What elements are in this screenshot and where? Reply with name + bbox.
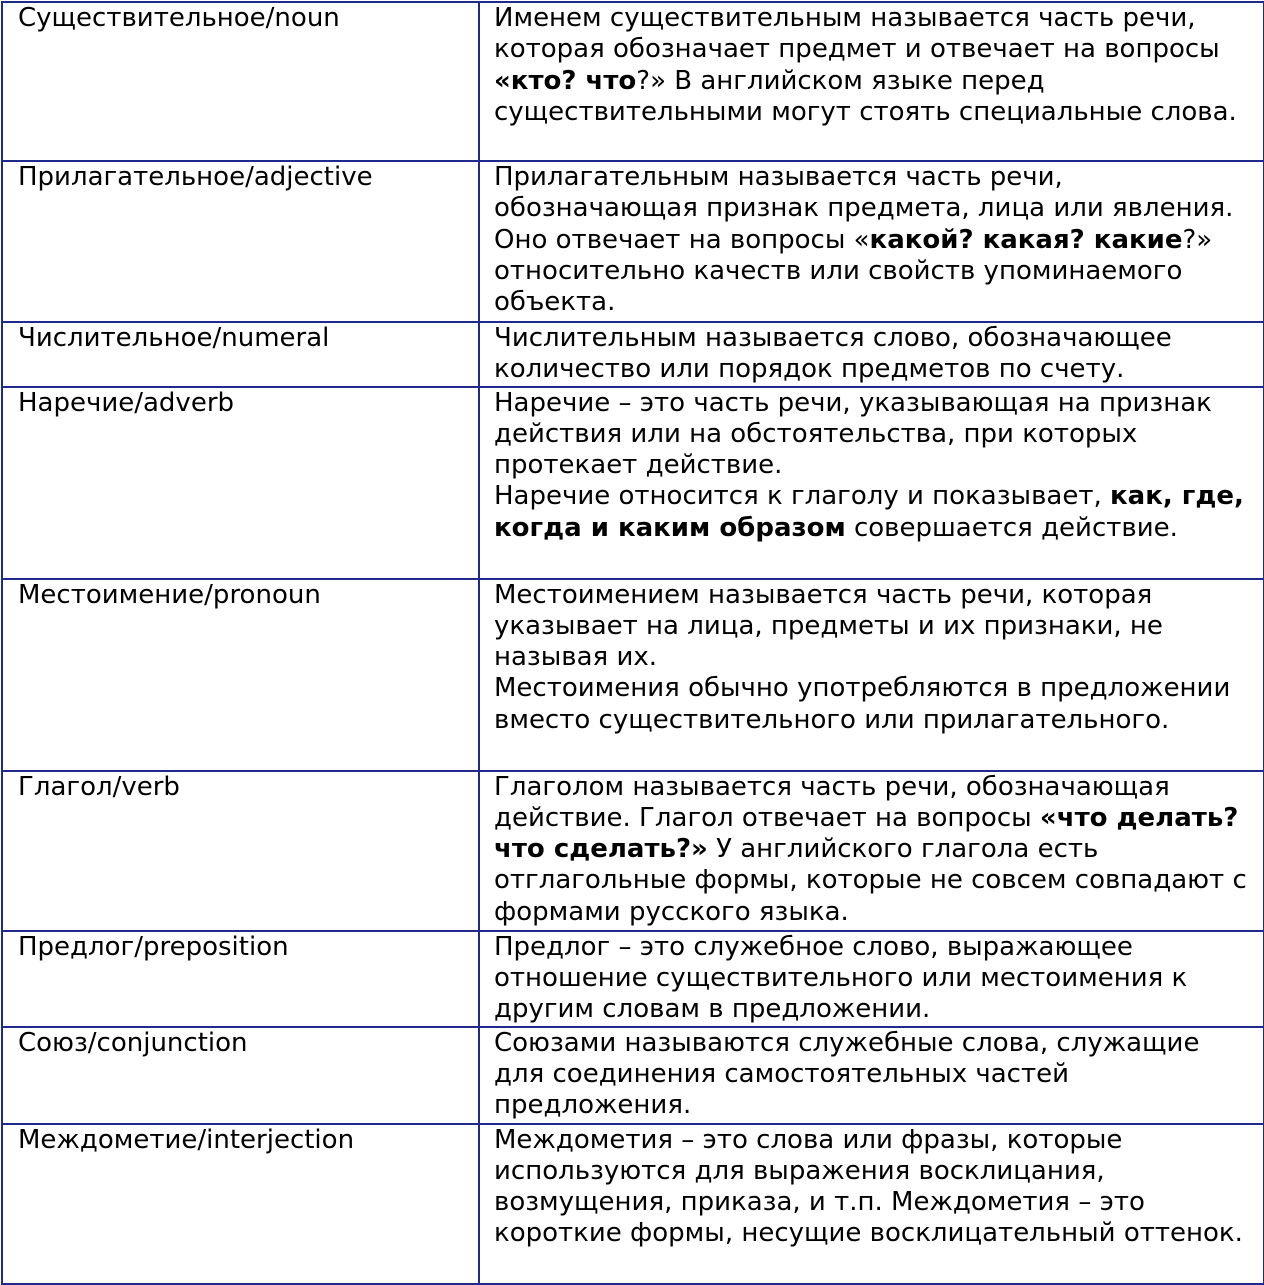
term-cell <box>2 771 479 931</box>
definition-text: Именем существительным называется часть речи, которая обозначает предмет и отвечает на вопросы <box>494 3 1220 65</box>
definition-text: Наречие – это часть речи, указывающая на признак действия или на обстоятельства, при которых протекает действие. <box>494 387 1212 481</box>
table-row <box>2 387 1264 579</box>
term-label: Глагол/verb <box>18 771 180 802</box>
definition-paragraph <box>494 580 1253 674</box>
term-cell <box>2 322 479 387</box>
definition-emphasis: «что делать? что сделать?» <box>494 802 1239 865</box>
definition-cell <box>479 931 1264 1027</box>
table-row <box>2 1124 1264 1284</box>
definition-cell <box>479 2 1264 161</box>
term-cell <box>2 2 479 161</box>
parts-of-speech-table <box>1 1 1264 1285</box>
definition-cell <box>479 161 1264 322</box>
definition-text: Числительным называется слово, обозначающее количество или порядок предметов по счету. <box>494 323 1172 385</box>
table-row <box>2 579 1264 771</box>
definition-paragraph <box>494 673 1253 736</box>
term-cell <box>2 579 479 771</box>
definition-text: Междометия – это слова или фразы, которые используются для выражения восклицания, возмущения, приказа, и т.п. Междометия – это короткие формы, несущие восклицательный оттенок. <box>494 1124 1243 1249</box>
definition-emphasis: какой? какая? какие <box>869 224 1183 255</box>
term-cell <box>2 1124 479 1284</box>
definition-text: ?» В английском языке перед существительными могут стоять специальные слова. <box>494 65 1237 127</box>
definition-text: Союзами называются служебные слова, служащие для соединения самостоятельных частей предложения. <box>494 1027 1200 1121</box>
definition-paragraph <box>494 932 1253 1026</box>
definition-text: ?» относительно качеств или свойств упоминаемого объекта. <box>494 224 1213 318</box>
definition-paragraph <box>494 388 1253 482</box>
definition-text: Предлог – это служебное слово, выражающее отношение существительного или местоимения к другим словам в предложении. <box>494 931 1188 1025</box>
table-body <box>2 2 1264 1284</box>
definition-cell <box>479 771 1264 931</box>
table-row <box>2 322 1264 387</box>
definition-emphasis: как, где, когда и каким образом <box>494 481 1244 543</box>
definition-cell <box>479 322 1264 387</box>
term-label: Наречие/adverb <box>18 387 235 418</box>
definition-paragraph <box>494 1028 1253 1122</box>
definition-paragraph <box>494 1125 1253 1250</box>
term-cell <box>2 161 479 322</box>
definition-cell <box>479 1124 1264 1284</box>
term-label: Союз/conjunction <box>18 1027 248 1058</box>
definition-text: Наречие относится к глаголу и показывает, <box>494 481 1111 512</box>
term-label: Числительное/numeral <box>18 323 330 353</box>
definition-text: Глаголом называется часть речи, обозначающая действие. Глагол отвечает на вопросы <box>494 771 1170 833</box>
term-cell <box>2 931 479 1027</box>
definition-text: Местоимения обычно употребляются в предложении вместо существительного или прилагательного. <box>494 673 1231 735</box>
definition-paragraph <box>494 481 1253 544</box>
term-label: Междометие/interjection <box>18 1124 355 1155</box>
table-row <box>2 931 1264 1027</box>
definition-emphasis: «кто? что <box>494 65 637 96</box>
definition-text: У английского глагола есть отглагольные формы, которые не совсем совпадают с формами русского языка. <box>494 834 1247 927</box>
table-row <box>2 161 1264 322</box>
term-label: Местоимение/pronoun <box>18 579 321 610</box>
term-label: Прилагательное/adjective <box>18 162 373 192</box>
definition-paragraph <box>494 162 1253 318</box>
term-label: Предлог/preposition <box>18 931 289 962</box>
definition-text: Местоимением называется часть речи, которая указывает на лица, предметы и их признаки, не называя их. <box>494 579 1163 673</box>
table-row <box>2 2 1264 161</box>
term-cell <box>2 1027 479 1124</box>
definition-cell <box>479 387 1264 579</box>
definition-paragraph <box>494 3 1253 128</box>
definition-cell <box>479 579 1264 771</box>
definition-paragraph <box>494 772 1253 928</box>
table-row <box>2 771 1264 931</box>
term-cell <box>2 387 479 579</box>
definition-text: Прилагательным называется часть речи, обозначающая признак предмета, лица или явления. Оно отвечает на вопросы « <box>494 162 1234 255</box>
term-label: Существительное/noun <box>18 3 340 33</box>
definition-text: совершается действие. <box>845 512 1178 543</box>
table-row <box>2 1027 1264 1124</box>
definition-cell <box>479 1027 1264 1124</box>
definition-paragraph <box>494 323 1253 386</box>
